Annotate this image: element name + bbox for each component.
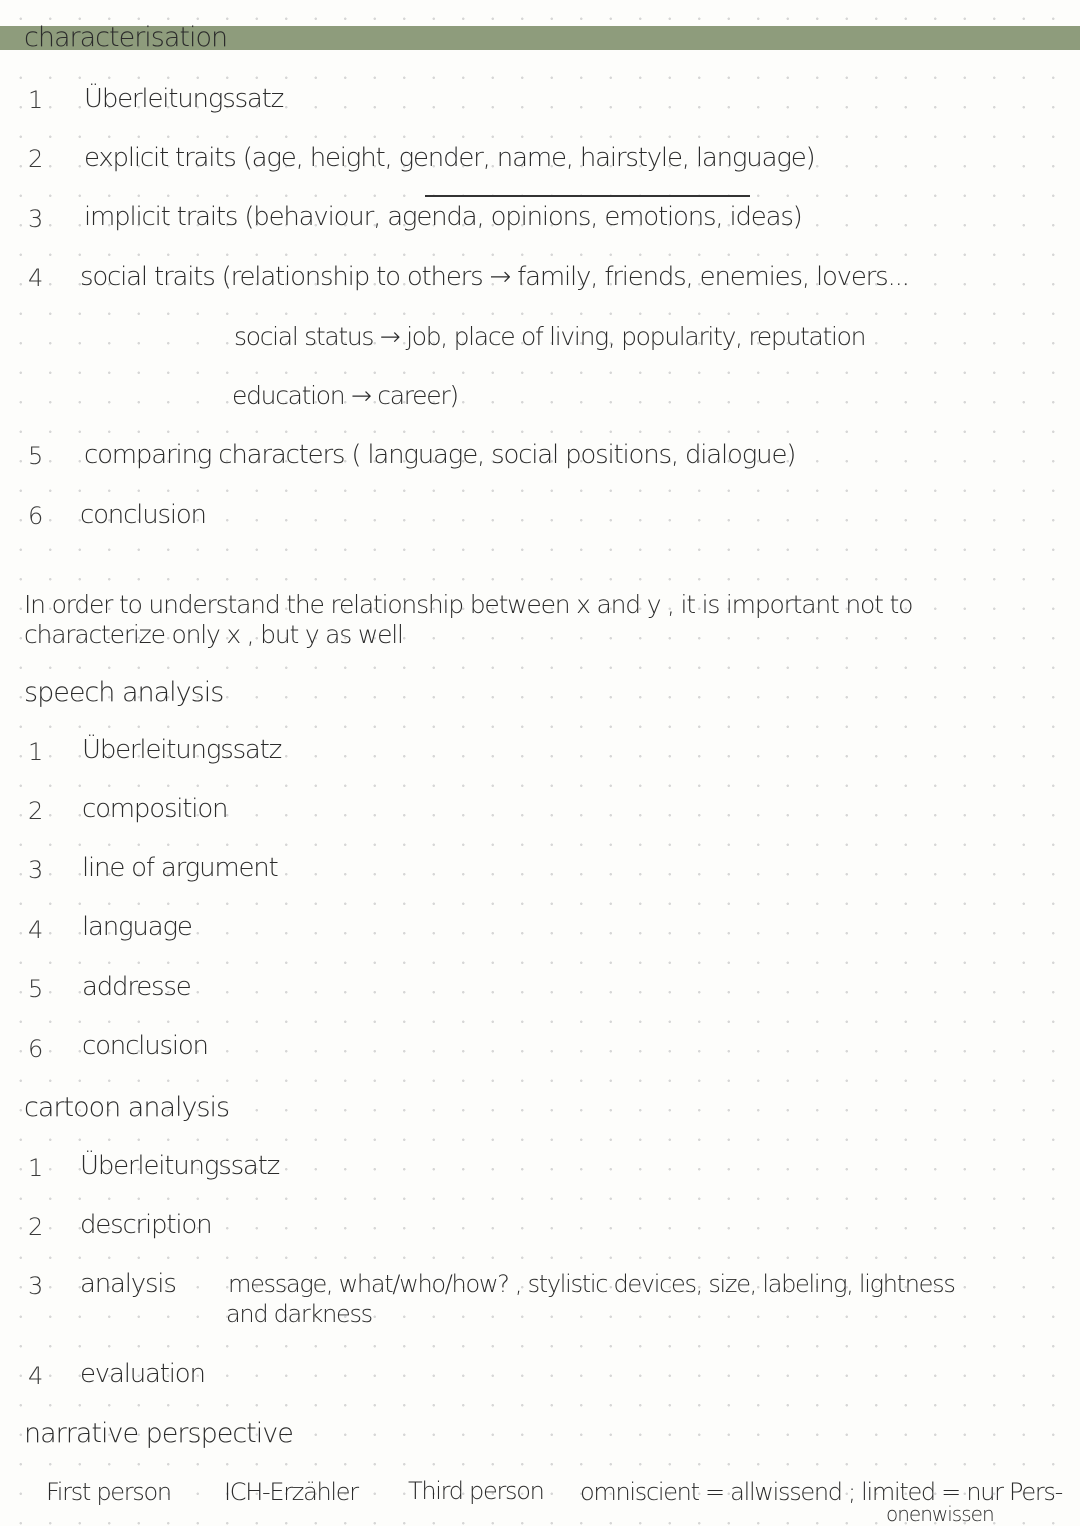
third-person-detail: onenwissen	[886, 1502, 994, 1526]
list-item: evaluation	[80, 1359, 205, 1389]
list-number: 4	[28, 264, 43, 292]
list-item: analysis	[80, 1269, 176, 1299]
list-item: explicit traits (age, height, gender, name, hairstyle, language)	[84, 143, 815, 173]
list-number: 2	[28, 797, 43, 825]
list-item: Überleitungssatz	[82, 735, 282, 765]
list-item: conclusion	[80, 500, 206, 530]
list-number: 1	[28, 738, 43, 766]
list-subitem: education → career)	[232, 381, 458, 410]
list-number: 2	[28, 145, 43, 173]
first-person-german: ICH-Erzähler	[224, 1478, 358, 1506]
list-number: 4	[28, 916, 43, 944]
narrative-perspective-title: narrative perspective	[24, 1418, 293, 1449]
analysis-detail: and darkness	[226, 1300, 372, 1328]
list-number: 6	[28, 1035, 43, 1063]
list-item: implicit traits (behaviour, agenda, opinions, emotions, ideas)	[84, 202, 802, 232]
list-item: comparing characters ( language, social positions, dialogue)	[84, 440, 796, 470]
list-item: line of argument	[82, 853, 278, 883]
analysis-detail: message, what/who/how? , stylistic devices, size, labeling, lightness	[228, 1270, 955, 1298]
list-item: description	[80, 1210, 212, 1240]
list-item: addresse	[82, 972, 191, 1002]
list-number: 5	[28, 975, 43, 1003]
third-person-label: Third person	[408, 1477, 544, 1505]
first-person-label: First person	[46, 1478, 171, 1506]
list-item: composition	[82, 794, 228, 824]
list-item: language	[82, 912, 192, 942]
list-number: 2	[28, 1213, 43, 1241]
list-number: 1	[28, 1154, 43, 1182]
list-item: Überleitungssatz	[84, 84, 284, 114]
characterisation-title: characterisation	[24, 22, 228, 53]
list-item: social traits (relationship to others → family, friends, enemies, lovers...	[80, 262, 909, 292]
list-number: 3	[28, 1272, 43, 1300]
underline-mark	[425, 195, 750, 197]
characterisation-note: In order to understand the relationship between x and y , it is important not to characterize only x , but y as well	[24, 590, 913, 649]
speech-analysis-title: speech analysis	[24, 677, 224, 708]
list-number: 6	[28, 502, 43, 530]
list-number: 3	[28, 856, 43, 884]
list-number: 3	[28, 205, 43, 233]
third-person-detail: omniscient = allwissend ; limited = nur Pers-	[580, 1478, 1062, 1506]
list-number: 4	[28, 1362, 43, 1390]
list-number: 1	[28, 86, 43, 114]
cartoon-analysis-title: cartoon analysis	[24, 1092, 230, 1123]
list-item: conclusion	[82, 1031, 208, 1061]
list-number: 5	[28, 442, 43, 470]
list-subitem: social status → job, place of living, popularity, reputation	[234, 322, 866, 351]
list-item: Überleitungssatz	[80, 1151, 280, 1181]
